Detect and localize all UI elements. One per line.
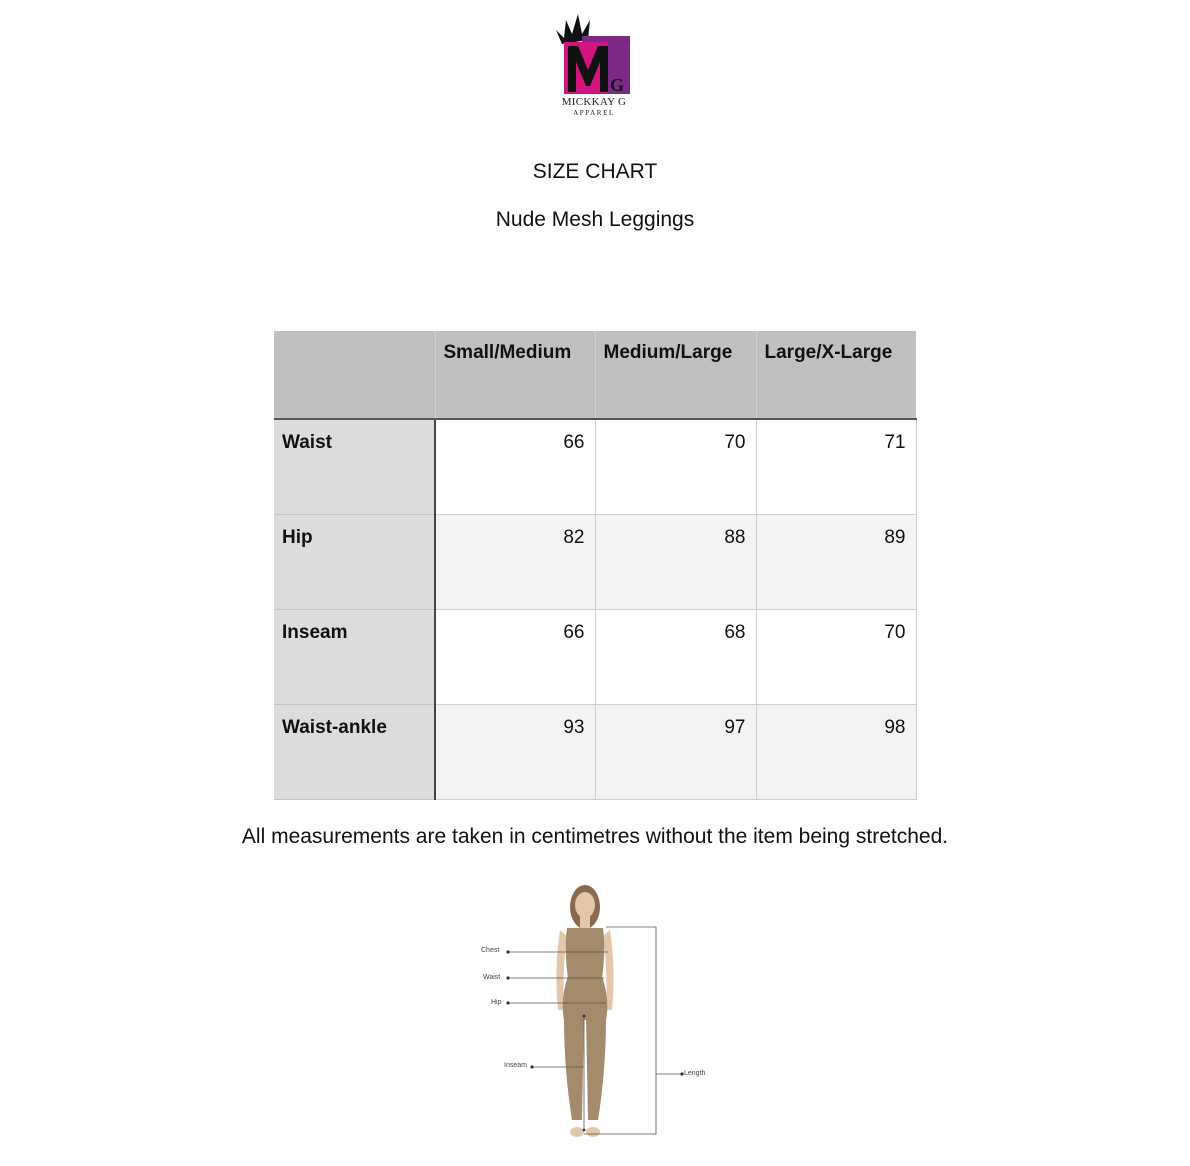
label-length: Length: [684, 1070, 706, 1077]
table-corner-cell: [274, 331, 435, 419]
table-cell: 71: [756, 419, 916, 514]
table-cell: 66: [435, 419, 595, 514]
table-cell: 97: [595, 704, 756, 799]
table-cell: 89: [756, 514, 916, 609]
table-cell: 88: [595, 514, 756, 609]
table-header-row: [274, 331, 916, 419]
table-row: [274, 704, 916, 799]
label-hip: Hip: [491, 999, 502, 1006]
row-header: Waist-ankle: [274, 704, 435, 799]
brand-name: MICKKAY G: [561, 96, 627, 108]
column-header: Large/X-Large: [756, 331, 916, 419]
table-cell: 66: [435, 609, 595, 704]
crown-m-logo-icon: [552, 12, 636, 96]
column-header: Medium/Large: [595, 331, 756, 419]
table-cell: 70: [595, 419, 756, 514]
table-row: [274, 419, 916, 514]
table-row: [274, 514, 916, 609]
table-cell: 98: [756, 704, 916, 799]
label-waist: Waist: [483, 974, 501, 981]
table-row: [274, 609, 916, 704]
table-cell: 93: [435, 704, 595, 799]
row-header: Inseam: [274, 609, 435, 704]
size-table: [274, 331, 917, 800]
body-silhouette-icon: [470, 880, 730, 1142]
label-inseam: Inseam: [504, 1062, 527, 1069]
measurement-note: All measurements are taken in centimetres without the item being stretched.: [241, 825, 949, 848]
table-cell: 70: [756, 609, 916, 704]
row-header: Hip: [274, 514, 435, 609]
page-title: SIZE CHART: [532, 160, 658, 183]
table-cell: 82: [435, 514, 595, 609]
logo-g-letter: G: [610, 75, 625, 95]
brand-subtitle: APPAREL: [573, 109, 615, 117]
brand-logo: [552, 12, 636, 122]
column-header: Small/Medium: [435, 331, 595, 419]
row-header: Waist: [274, 419, 435, 514]
measurement-figure: [470, 880, 730, 1142]
table-cell: 68: [595, 609, 756, 704]
product-name: Nude Mesh Leggings: [495, 208, 695, 231]
label-chest: Chest: [481, 947, 500, 954]
